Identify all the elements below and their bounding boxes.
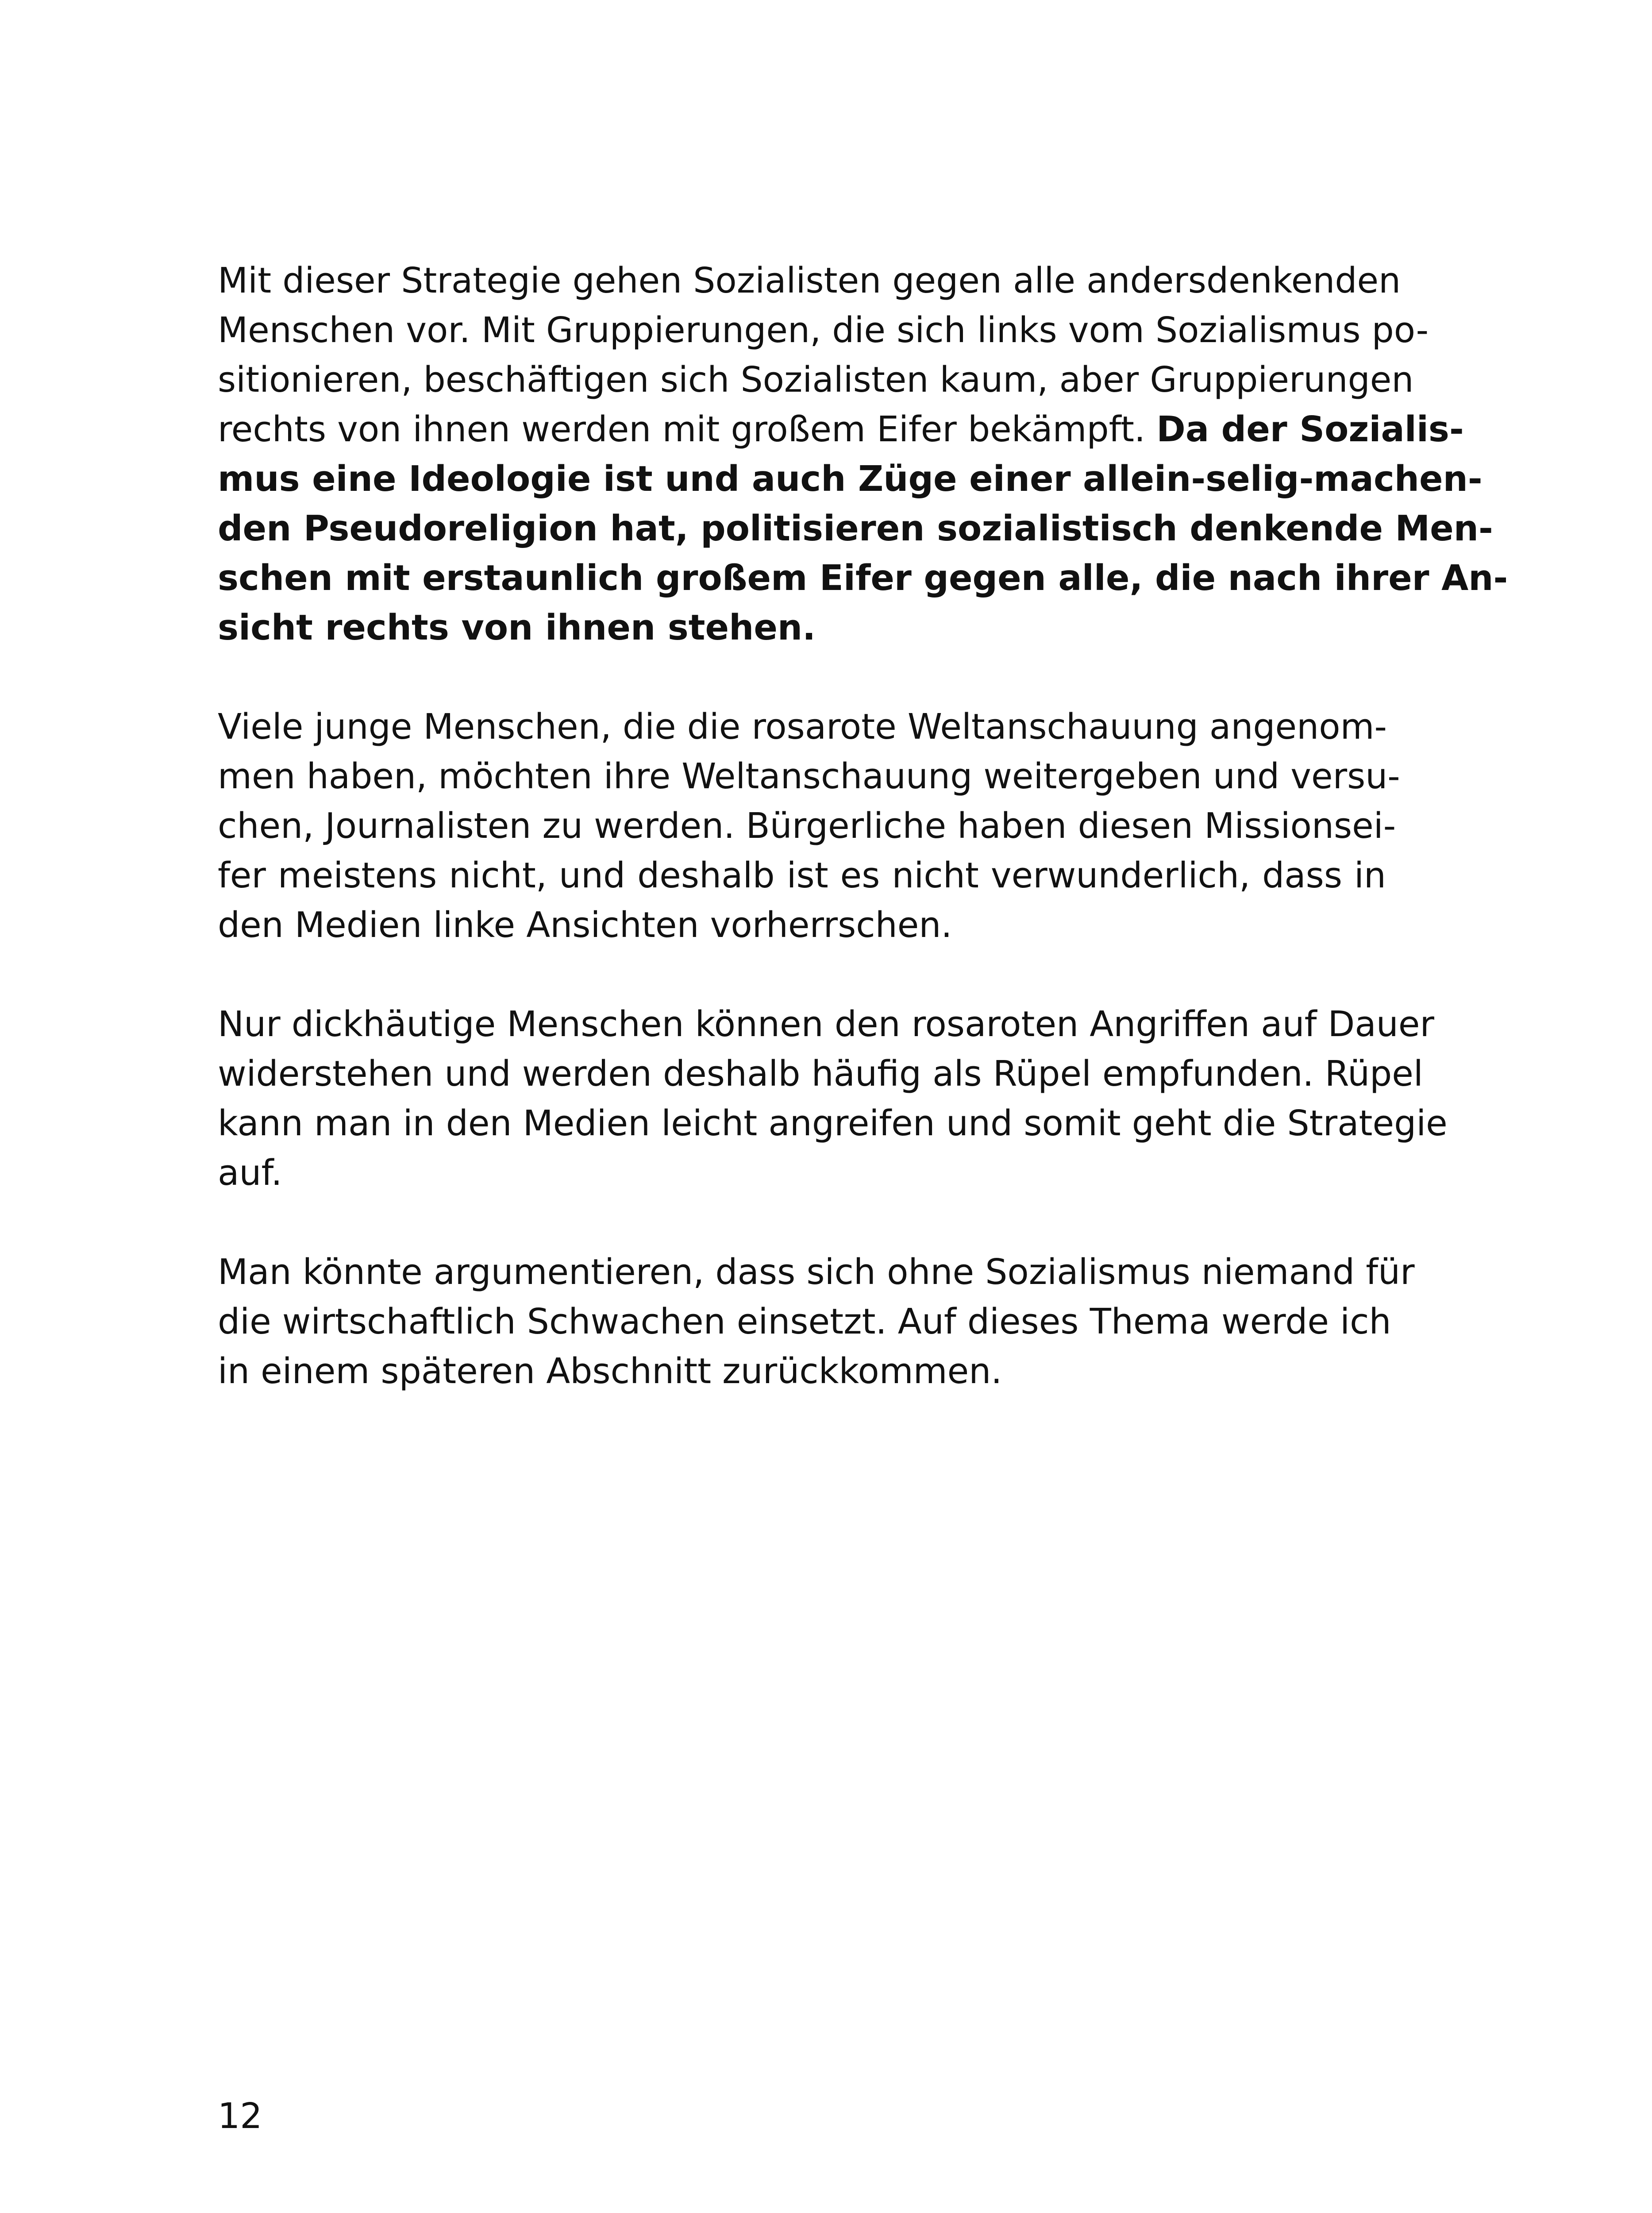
text-line: Viele junge Menschen, die die rosarote Weltanschauung angenom- — [218, 706, 1387, 747]
page-number: 12 — [218, 2096, 262, 2136]
text-line: men haben, möchten ihre Weltanschauung weitergeben und versu- — [218, 756, 1400, 797]
text-line: kann man in den Medien leicht angreifen und somit geht die Strategie — [218, 1103, 1448, 1144]
text-line-bold: mus eine Ideologie ist und auch Züge einer allein-selig-machen- — [218, 459, 1483, 499]
text-line: Nur dickhäutige Menschen können den rosaroten Angriffen auf Dauer — [218, 1004, 1434, 1045]
text-line: Menschen vor. Mit Gruppierungen, die sich links vom Sozialismus po- — [218, 310, 1429, 351]
paragraph-2 — [218, 702, 1400, 950]
text-line: in einem späteren Abschnitt zurückkommen. — [218, 1351, 1002, 1392]
text-line-bold: den Pseudoreligion hat, politisieren sozialistisch denkende Men- — [218, 508, 1493, 549]
text-line-bold: sicht rechts von ihnen stehen. — [218, 607, 816, 648]
text-segment-bold: Da der Sozialis- — [1156, 409, 1464, 450]
paragraph-1 — [218, 256, 1508, 652]
page-body — [218, 256, 1508, 1446]
text-line: die wirtschaftlich Schwachen einsetzt. Auf dieses Thema werde ich — [218, 1301, 1391, 1342]
text-segment-regular: rechts von ihnen werden mit großem Eifer bekämpft. — [218, 409, 1157, 450]
text-line: Mit dieser Strategie gehen Sozialisten gegen alle andersdenkenden — [218, 260, 1401, 301]
text-line: chen, Journalisten zu werden. Bürgerliche haben diesen Missionsei- — [218, 806, 1396, 846]
text-line-bold: schen mit erstaunlich großem Eifer gegen alle, die nach ihrer An- — [218, 558, 1508, 598]
text-line: fer meistens nicht, und deshalb ist es nicht verwunderlich, dass in — [218, 855, 1386, 896]
text-line: Man könnte argumentieren, dass sich ohne Sozialismus niemand für — [218, 1252, 1415, 1292]
text-line: den Medien linke Ansichten vorherrschen. — [218, 905, 952, 945]
text-line: widerstehen und werden deshalb häufig als Rüpel empfunden. Rüpel — [218, 1053, 1423, 1094]
text-line-mixed — [218, 405, 1464, 454]
text-line: sitionieren, beschäftigen sich Sozialisten kaum, aber Gruppierungen — [218, 359, 1414, 400]
paragraph-3 — [218, 999, 1448, 1198]
text-line: auf. — [218, 1153, 282, 1193]
paragraph-4 — [218, 1247, 1415, 1396]
